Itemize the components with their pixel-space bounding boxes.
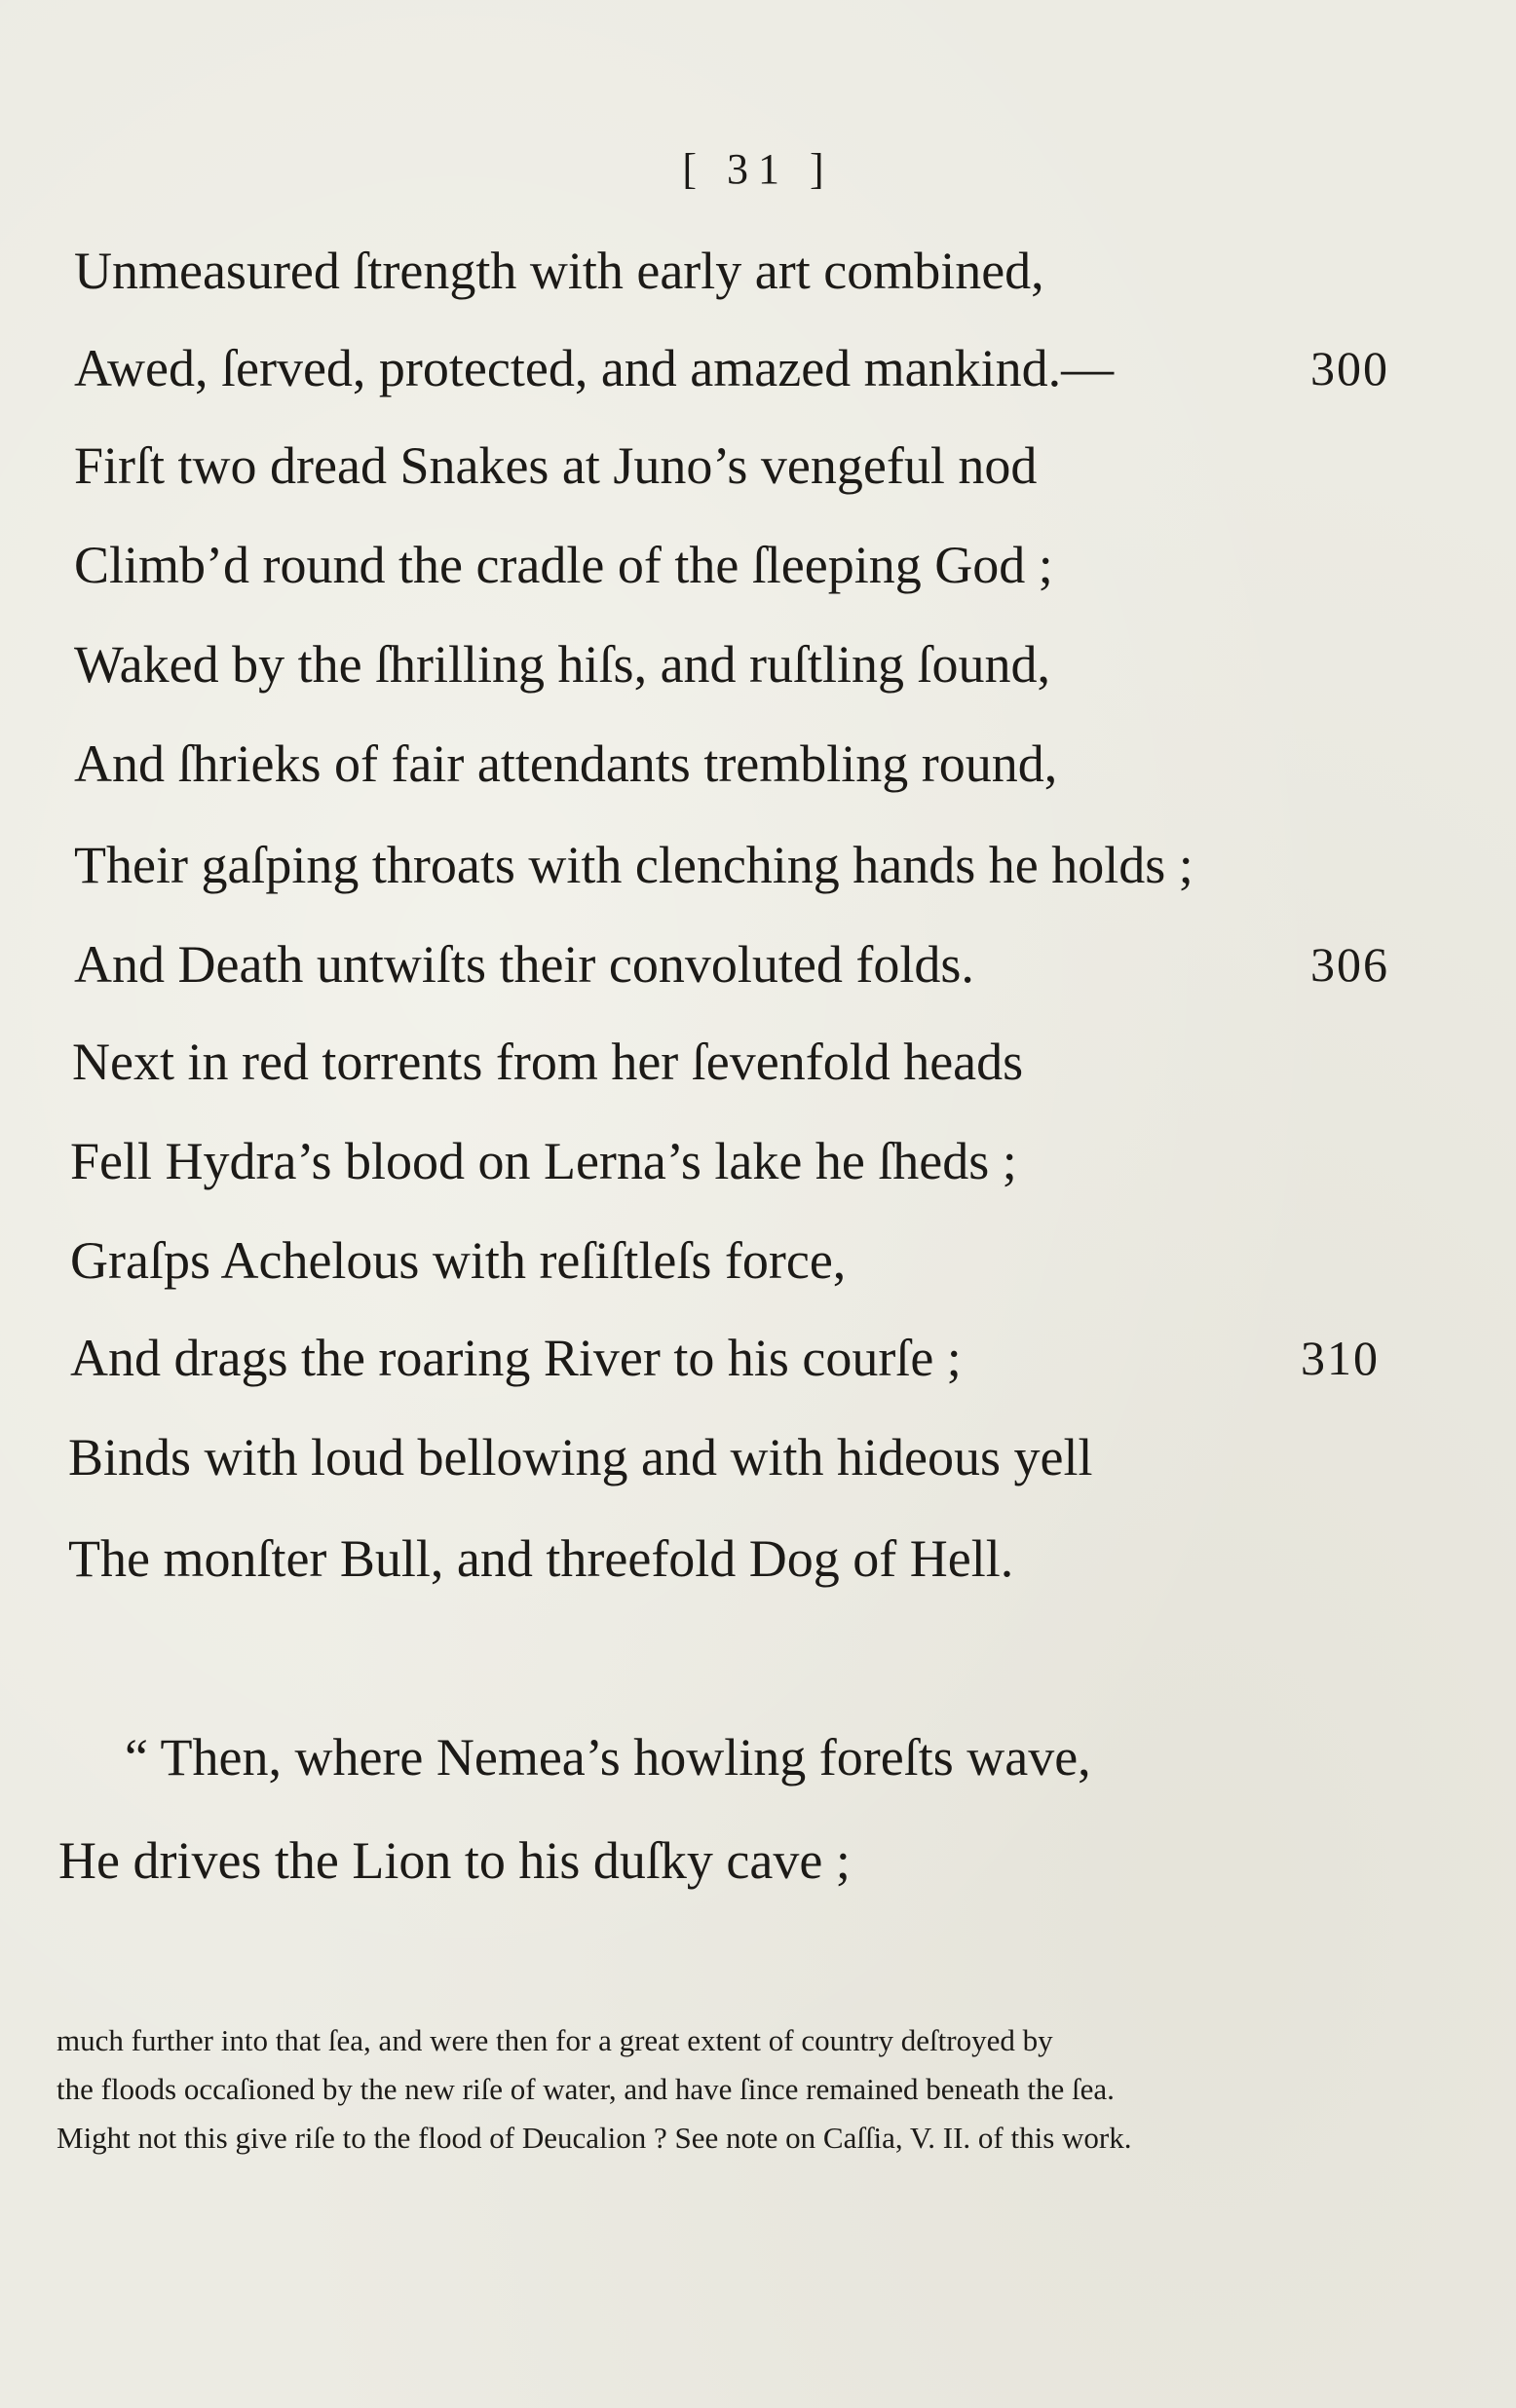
- verse-text: Graſps Achelous with reſiſtleſs force,: [70, 1231, 847, 1290]
- footnote-line: much further into that ſea, and were then for a great extent of country deſtroyed by: [57, 2023, 1053, 2057]
- verse-line-12: [0, 1319, 1516, 1397]
- verse-line-13: [0, 1418, 1516, 1496]
- line-number: 306: [1310, 937, 1389, 992]
- verse-text: The monſter Bull, and threefold Dog of Hell.: [68, 1529, 1014, 1588]
- verse-text: And Death untwiſts their convoluted folds.: [74, 935, 974, 994]
- verse-line-3: [0, 427, 1516, 505]
- verse-text: And ſhrieks of fair attendants trembling round,: [74, 734, 1058, 793]
- footnote-line: the floods occaſioned by the new riſe of water, and have ſince remained beneath the ſea.: [57, 2072, 1115, 2106]
- verse-text: “ Then, where Nemea’s howling foreſts wave,: [125, 1728, 1091, 1787]
- verse-text: Their gaſping throats with clenching hands he holds ;: [74, 836, 1194, 894]
- verse-text: Awed, ſerved, protected, and amazed mankind.—: [74, 339, 1115, 397]
- verse-line-9: [0, 1023, 1516, 1101]
- verse-line-15: [0, 1718, 1516, 1796]
- verse-line-4: [0, 526, 1516, 604]
- verse-text: Firſt two dread Snakes at Juno’s vengeful nod: [74, 436, 1038, 495]
- verse-text: Binds with loud bellowing and with hideous yell: [68, 1428, 1093, 1486]
- footnote-line: Might not this give riſe to the flood of Deucalion ? See note on Caſſia, V. II. of this work.: [57, 2121, 1132, 2155]
- verse-line-8: [0, 925, 1516, 1003]
- line-number: 310: [1301, 1331, 1380, 1385]
- verse-text: He drives the Lion to his duſky cave ;: [58, 1831, 851, 1890]
- footnote: [57, 2016, 1401, 2163]
- verse-line-5: [0, 625, 1516, 703]
- line-number: 300: [1310, 341, 1389, 395]
- verse-line-10: [0, 1122, 1516, 1200]
- verse-line-11: [0, 1222, 1516, 1299]
- verse-line-16: [0, 1822, 1516, 1900]
- verse-line-7: [0, 826, 1516, 904]
- verse-text: Unmeasured ſtrength with early art combined,: [74, 242, 1044, 300]
- verse-text: Climb’d round the cradle of the ſleeping God ;: [74, 536, 1053, 594]
- verse-text: Waked by the ſhrilling hiſs, and ruſtling ſound,: [74, 635, 1051, 694]
- page-number: [ 31 ]: [682, 145, 834, 193]
- verse-line-14: [0, 1520, 1516, 1598]
- verse-text: And drags the roaring River to his courſe ;: [70, 1329, 962, 1387]
- verse-text: Next in red torrents from her ſevenfold heads: [72, 1033, 1024, 1091]
- verse-text: Fell Hydra’s blood on Lerna’s lake he ſheds ;: [70, 1132, 1017, 1190]
- verse-line-1: [0, 232, 1516, 310]
- verse-line-6: [0, 725, 1516, 803]
- verse-line-2: [0, 329, 1516, 407]
